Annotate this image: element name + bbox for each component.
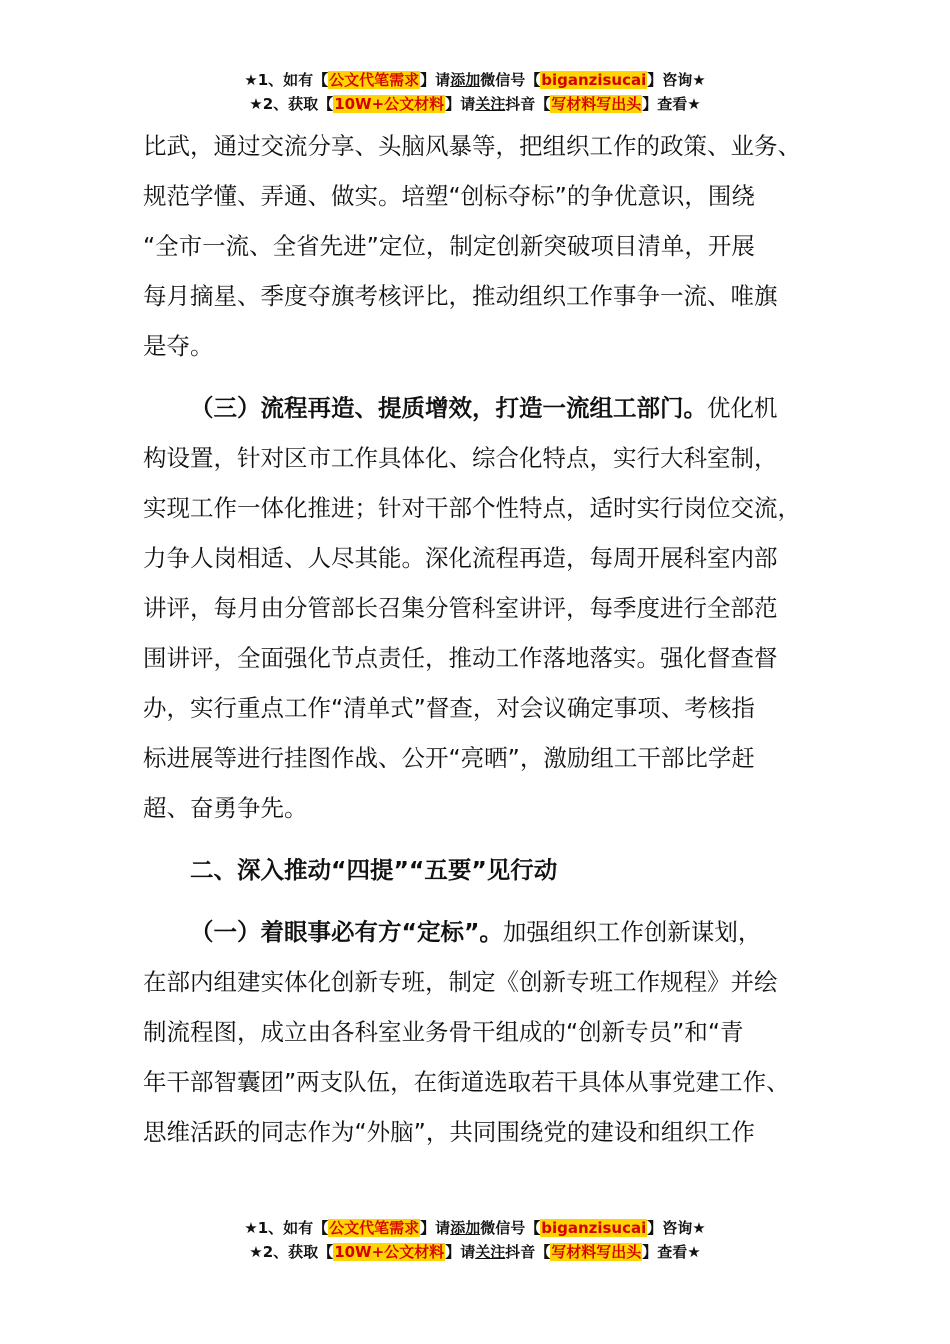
paragraph-first-line bbox=[143, 907, 833, 957]
douyin-name-highlight: 写材料写出头 bbox=[551, 95, 642, 113]
promo-highlight: 10W+公文材料 bbox=[334, 1243, 445, 1261]
body-line: “全市一流、全省先进”定位，制定创新突破项目清单，开展 bbox=[143, 232, 755, 260]
promo-underlined-text: 关注 bbox=[475, 1243, 506, 1261]
body-line: 标进展等进行挂图作战、公开“亮晒”，激励组工干部比学赶 bbox=[143, 744, 755, 772]
body-line: 年干部智囊团”两支队伍，在街道选取若干具体从事党建工作、 bbox=[143, 1068, 790, 1096]
subsection-heading: （一）着眼事必有方“定标”。 bbox=[190, 918, 503, 946]
promo-line-1 bbox=[0, 68, 950, 92]
document-body bbox=[143, 121, 833, 1157]
promo-notice-footer bbox=[0, 1216, 950, 1264]
paragraph-first-line bbox=[143, 383, 833, 433]
body-line: 是夺。 bbox=[143, 332, 214, 360]
promo-text: 抖音【 bbox=[505, 1243, 551, 1261]
promo-text: 】查看★ bbox=[642, 1243, 701, 1261]
promo-text: 微信号【 bbox=[480, 1219, 541, 1237]
promo-text: ★2、获取【 bbox=[249, 1243, 334, 1261]
body-text: 加强组织工作创新谋划， bbox=[502, 918, 762, 946]
promo-text: 】请 bbox=[445, 1243, 476, 1261]
promo-text: ★1、如有【 bbox=[244, 71, 329, 89]
body-line: 每月摘星、季度夺旗考核评比，推动组织工作事争一流、唯旗 bbox=[143, 282, 778, 310]
promo-underlined-text: 关注 bbox=[475, 95, 506, 113]
promo-text: 微信号【 bbox=[480, 71, 541, 89]
promo-text: 】查看★ bbox=[642, 95, 701, 113]
wechat-id-highlight: biganzisucai bbox=[541, 71, 647, 89]
promo-highlight: 10W+公文材料 bbox=[334, 95, 445, 113]
body-line: 超、奋勇争先。 bbox=[143, 794, 308, 822]
body-line: 讲评，每月由分管部长召集分管科室讲评，每季度进行全部范 bbox=[143, 594, 778, 622]
body-line: 力争人岗相适、人尽其能。深化流程再造，每周开展科室内部 bbox=[143, 544, 778, 572]
body-line: 思维活跃的同志作为“外脑”，共同围绕党的建设和组织工作 bbox=[143, 1118, 755, 1146]
promo-text: 】咨询★ bbox=[647, 71, 706, 89]
body-line: 制流程图，成立由各科室业务骨干组成的“创新专员”和“青 bbox=[143, 1018, 744, 1046]
promo-text: 】咨询★ bbox=[647, 1219, 706, 1237]
promo-text: 】请 bbox=[445, 95, 476, 113]
promo-underlined-text: 添加 bbox=[450, 71, 481, 89]
wechat-id-highlight: biganzisucai bbox=[541, 1219, 647, 1237]
body-line: 在部内组建实体化创新专班，制定《创新专班工作规程》并绘 bbox=[143, 968, 778, 996]
body-line: 办，实行重点工作“清单式”督查，对会议确定事项、考核指 bbox=[143, 694, 755, 722]
section-heading: 二、深入推动“四提”“五要”见行动 bbox=[190, 856, 558, 884]
douyin-name-highlight: 写材料写出头 bbox=[551, 1243, 642, 1261]
promo-line-1 bbox=[0, 1216, 950, 1240]
promo-line-2 bbox=[0, 1240, 950, 1264]
promo-text: ★2、获取【 bbox=[249, 95, 334, 113]
promo-highlight: 公文代笔需求 bbox=[329, 1219, 420, 1237]
body-line: 比武，通过交流分享、头脑风暴等，把组织工作的政策、业务、 bbox=[143, 132, 801, 160]
subsection-heading: （三）流程再造、提质增效，打造一流组工部门。 bbox=[190, 394, 707, 422]
promo-line-2 bbox=[0, 92, 950, 116]
body-line: 围讲评，全面强化节点责任，推动工作落地落实。强化督查督 bbox=[143, 644, 778, 672]
promo-underlined-text: 添加 bbox=[450, 1219, 481, 1237]
promo-text: 】请 bbox=[420, 1219, 451, 1237]
promo-highlight: 公文代笔需求 bbox=[329, 71, 420, 89]
promo-text: 】请 bbox=[420, 71, 451, 89]
promo-notice-header bbox=[0, 68, 950, 116]
body-text: 优化机 bbox=[707, 394, 778, 422]
body-line: 构设置，针对区市工作具体化、综合化特点，实行大科室制， bbox=[143, 444, 778, 472]
body-line: 实现工作一体化推进；针对干部个性特点，适时实行岗位交流， bbox=[143, 494, 801, 522]
promo-text: ★1、如有【 bbox=[244, 1219, 329, 1237]
promo-text: 抖音【 bbox=[505, 95, 551, 113]
body-line: 规范学懂、弄通、做实。培塑“创标夺标”的争优意识，围绕 bbox=[143, 182, 755, 210]
